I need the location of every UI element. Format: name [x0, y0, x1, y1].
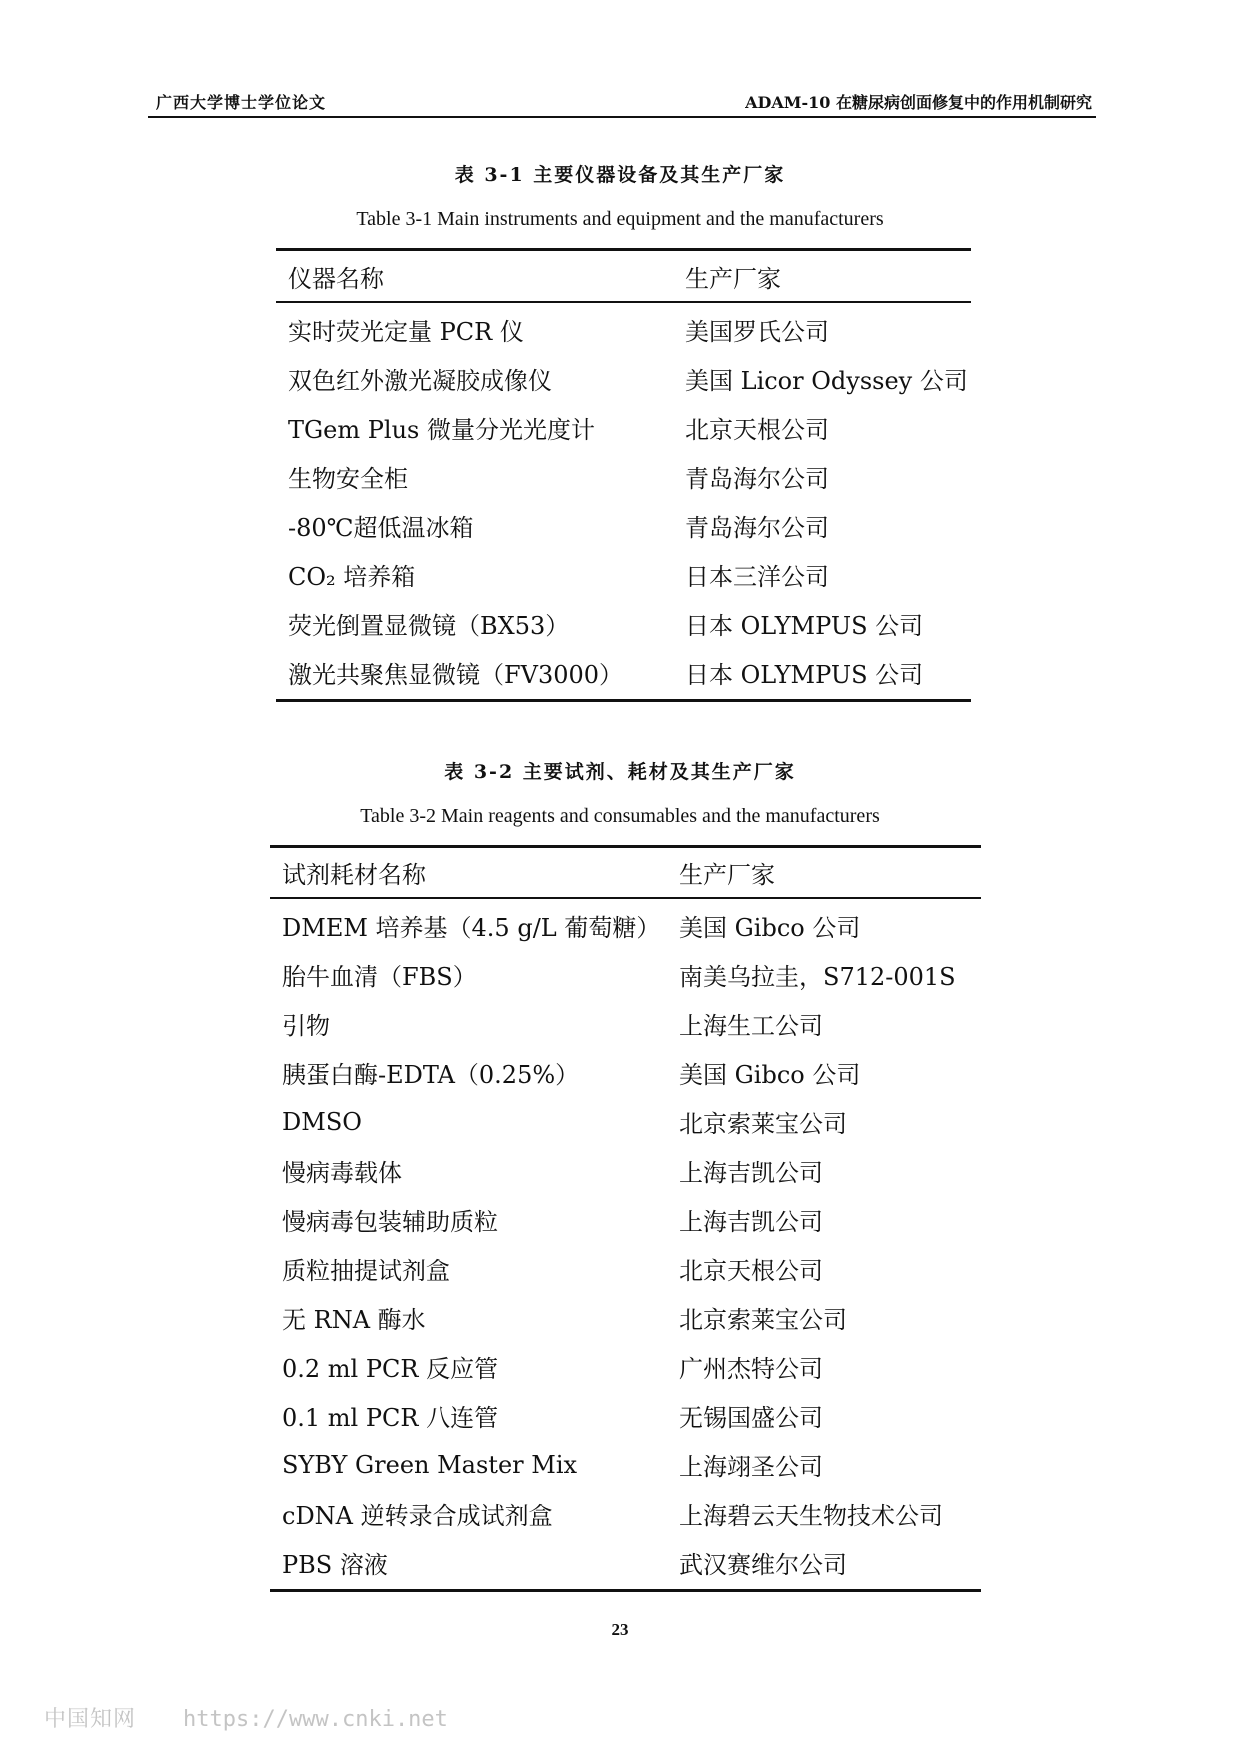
- reagents-table-body: [270, 898, 981, 1591]
- table1-caption-cn: 表 3-1 主要仪器设备及其生产厂家: [454, 164, 786, 186]
- name-cell: 引物: [282, 1012, 330, 1040]
- name-cell: TGem Plus 微量分光光度计: [288, 416, 595, 444]
- page-number: 23: [611, 1620, 629, 1639]
- name-cell: 生物安全柜: [288, 465, 408, 493]
- table-row: [276, 599, 971, 648]
- manufacturer-cell: 上海碧云天生物技术公司: [679, 1502, 943, 1530]
- name-cell: SYBY Green Master Mix: [282, 1450, 578, 1479]
- manufacturer-cell: 北京索莱宝公司: [679, 1306, 847, 1334]
- manufacturer-cell: 上海吉凯公司: [679, 1159, 823, 1187]
- table-row: [276, 501, 971, 550]
- watermark-logo-text: 中国知网: [44, 1707, 137, 1732]
- table-row: [276, 354, 971, 403]
- manufacturer-cell: 青岛海尔公司: [685, 465, 829, 493]
- thesis-title: ADAM-10 在糖尿病创面修复中的作用机制研究: [745, 93, 1092, 112]
- manufacturer-cell: 日本 OLYMPUS 公司: [685, 661, 924, 689]
- thesis-institution: 广西大学博士学位论文: [156, 93, 327, 112]
- instruments-table: [276, 248, 971, 702]
- running-header: [148, 88, 1096, 118]
- column-header-manufacturer: 生产厂家: [679, 861, 775, 889]
- manufacturer-cell: 美国罗氏公司: [685, 318, 829, 346]
- manufacturer-cell: 日本三洋公司: [685, 563, 829, 591]
- instruments-table-body: [276, 302, 971, 701]
- manufacturer-cell: 美国 Licor Odyssey 公司: [685, 367, 968, 395]
- name-cell: PBS 溶液: [282, 1551, 388, 1579]
- table-row: [270, 1195, 981, 1244]
- name-cell: 慢病毒包装辅助质粒: [282, 1208, 498, 1236]
- name-cell: 0.1 ml PCR 八连管: [282, 1404, 499, 1432]
- name-cell: 慢病毒载体: [282, 1159, 402, 1187]
- name-cell: 无 RNA 酶水: [282, 1306, 426, 1334]
- table-row: [270, 1097, 981, 1146]
- table-row: [270, 1293, 981, 1342]
- table-row: [276, 403, 971, 452]
- table-row: [276, 648, 971, 701]
- table-row: [276, 452, 971, 501]
- name-cell: 双色红外激光凝胶成像仪: [288, 367, 552, 395]
- name-cell: 胰蛋白酶-EDTA（0.25%）: [282, 1061, 580, 1089]
- name-cell: cDNA 逆转录合成试剂盒: [282, 1502, 553, 1530]
- table-row: [276, 550, 971, 599]
- manufacturer-cell: 日本 OLYMPUS 公司: [685, 612, 924, 640]
- name-cell: -80℃超低温冰箱: [288, 514, 474, 542]
- table2-caption-en: Table 3-2 Main reagents and consumables and the manufacturers: [360, 805, 880, 827]
- name-cell: 激光共聚焦显微镜（FV3000）: [288, 661, 624, 689]
- manufacturer-cell: 北京天根公司: [679, 1257, 823, 1285]
- name-cell: CO₂ 培养箱: [288, 563, 416, 591]
- manufacturer-cell: 南美乌拉圭，S712-001S: [679, 963, 956, 991]
- table2-caption-cn: 表 3-2 主要试剂、耗材及其生产厂家: [444, 761, 796, 783]
- column-header-manufacturer: 生产厂家: [685, 264, 781, 293]
- table-row: [270, 1538, 981, 1591]
- manufacturer-cell: 上海吉凯公司: [679, 1208, 823, 1236]
- table-row: [270, 1440, 981, 1489]
- table-row: [270, 1146, 981, 1195]
- column-header-instrument: 仪器名称: [288, 264, 384, 293]
- manufacturer-cell: 北京索莱宝公司: [679, 1110, 847, 1138]
- manufacturer-cell: 北京天根公司: [685, 416, 829, 444]
- table-row: [276, 302, 971, 354]
- watermark-url: https://www.cnki.net: [183, 1707, 448, 1732]
- table-row: [270, 999, 981, 1048]
- manufacturer-cell: 武汉赛维尔公司: [679, 1551, 847, 1579]
- manufacturer-cell: 无锡国盛公司: [679, 1404, 823, 1432]
- name-cell: DMEM 培养基（4.5 g/L 葡萄糖）: [282, 914, 661, 942]
- manufacturer-cell: 美国 Gibco 公司: [679, 914, 861, 942]
- table-header-row: [270, 847, 981, 899]
- reagents-table: [270, 845, 981, 1592]
- table-row: [270, 1391, 981, 1440]
- name-cell: 胎牛血清（FBS）: [282, 963, 477, 991]
- cnki-watermark: [44, 1702, 448, 1733]
- table-header-row: [276, 250, 971, 303]
- manufacturer-cell: 美国 Gibco 公司: [679, 1061, 861, 1089]
- table-row: [270, 1342, 981, 1391]
- column-header-reagent: 试剂耗材名称: [282, 861, 426, 889]
- table-row: [270, 898, 981, 950]
- manufacturer-cell: 广州杰特公司: [679, 1355, 823, 1383]
- name-cell: DMSO: [282, 1107, 362, 1136]
- table-row: [270, 1489, 981, 1538]
- manufacturer-cell: 青岛海尔公司: [685, 514, 829, 542]
- table-row: [270, 950, 981, 999]
- manufacturer-cell: 上海生工公司: [679, 1012, 823, 1040]
- table-row: [270, 1048, 981, 1097]
- manufacturer-cell: 上海翊圣公司: [679, 1453, 823, 1481]
- name-cell: 质粒抽提试剂盒: [282, 1257, 450, 1285]
- name-cell: 实时荧光定量 PCR 仪: [288, 318, 524, 346]
- name-cell: 0.2 ml PCR 反应管: [282, 1355, 499, 1383]
- table1-caption-en: Table 3-1 Main instruments and equipment and the manufacturers: [356, 208, 884, 230]
- name-cell: 荧光倒置显微镜（BX53）: [288, 612, 570, 640]
- table-row: [270, 1244, 981, 1293]
